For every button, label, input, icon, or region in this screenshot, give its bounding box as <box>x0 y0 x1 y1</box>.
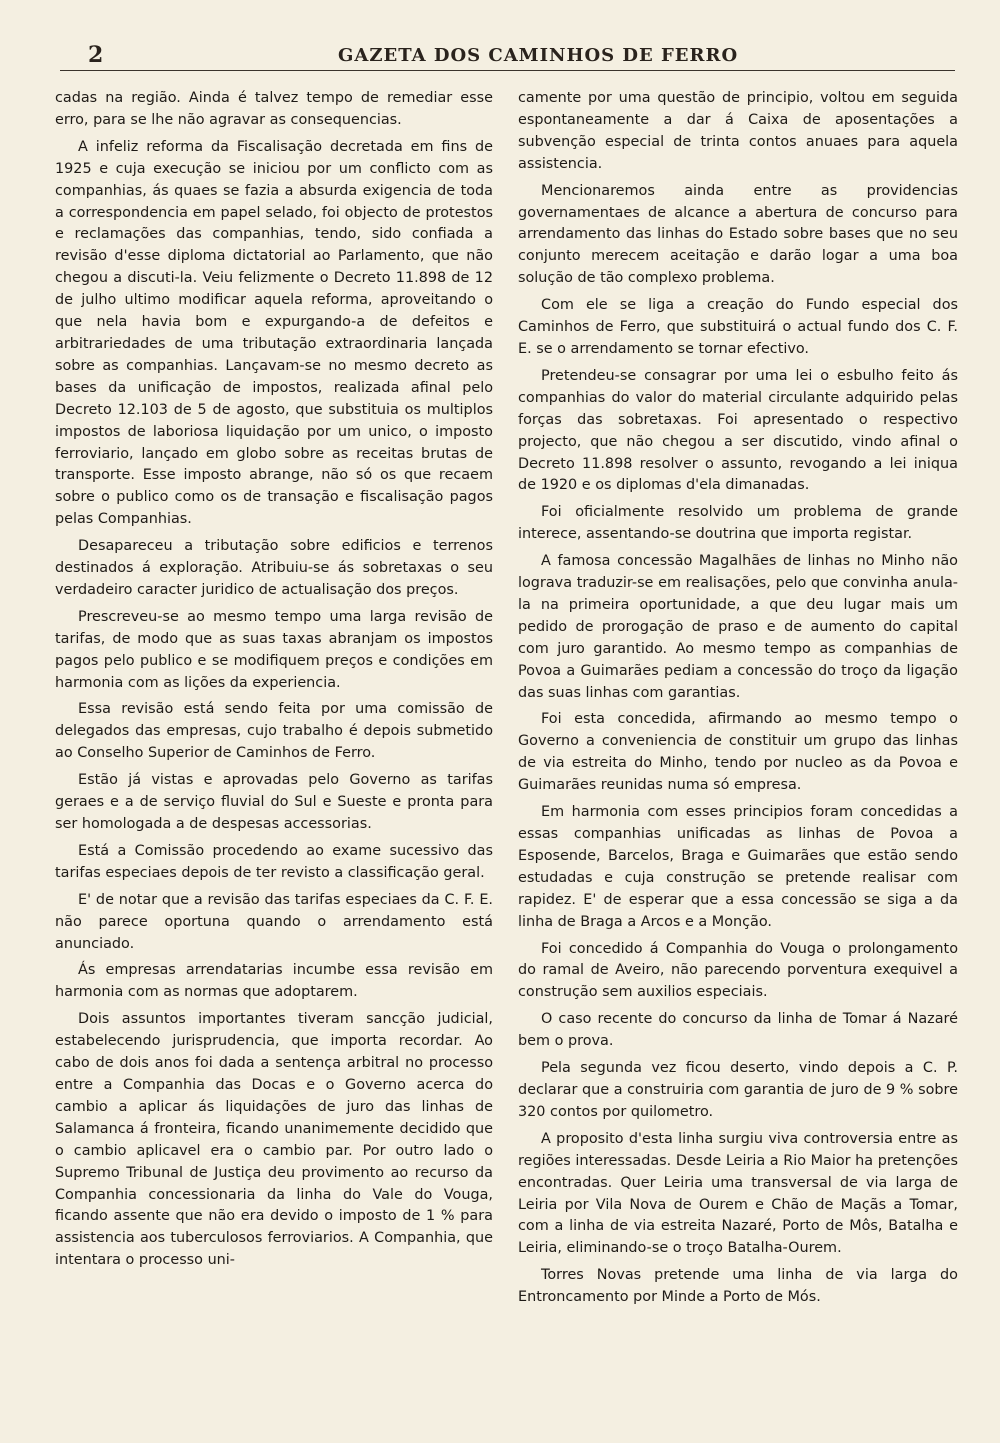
paragraph: A famosa concessão Magalhães de linhas no Minho não lograva traduzir-se em realisações, pelo que convinha anula-la na primeira oportunidade, a que deu lugar mais um pedido de prorogação de praso e de aumento do capital com juro garantido. Ao mesmo tempo as companhias de Povoa a Guimarães pediam a concessão do troço da ligação das suas linhas com garantias. <box>518 553 958 701</box>
paragraph: A infeliz reforma da Fiscalisação decretada em fins de 1925 e cuja execução se iniciou por um conflicto com as companhias, ás quaes se fazia a absurda exigencia de toda a correspondencia em papel selado, foi objecto de protestos e reclamações das companhias, tendo, sido confiada a revisão d'esse diploma dictatorial ao Parlamento, que não chegou a discuti-la. Veiu felizmente o Decreto 11.898 de 12 de julho ultimo modificar aquela reforma, aproveitando o que nela havia bom e expurgando-a de defeitos e arbitrariedades de uma tributação extraordinaria lançada sobre as companhias. Lançavam-se no mesmo decreto as bases da unificação de impostos, realizada afinal pelo Decreto 12.103 de 5 de agosto, que substituia os multiplos impostos de laboriosa liquidação por um unico, o imposto ferroviario, lançado em globo sobre as receitas brutas de transporte. Esse imposto abrange, não só os que recaem sobre o publico como os de transação e fiscalisação pagos pelas Companhias. <box>55 138 493 528</box>
paragraph: Torres Novas pretende uma linha de via larga do Entroncamento por Minde a Porto de Mós. <box>518 1267 958 1306</box>
paragraph: E' de notar que a revisão das tarifas especiaes da C. F. E. não parece oportuna quando o arrendamento está anunciado. <box>55 891 493 952</box>
paragraph: Ás empresas arrendatarias incumbe essa revisão em harmonia com as normas que adoptarem. <box>55 962 493 1001</box>
paragraph: Dois assuntos importantes tiveram sancção judicial, estabelecendo jurisprudencia, que importa recordar. Ao cabo de dois anos foi dada a sentença arbitral no processo entre a Companhia das Docas e o Governo acerca do cambio a aplicar ás liquidações de juro das linhas de Salamanca á fronteira, ficando unanimemente decidido que o cambio aplicavel era o cambio par. Por outro lado o Supremo Tribunal de Justiça deu provimento ao recurso da Companhia concessionaria da linha do Vale do Vouga, ficando assente que não era devido o imposto de 1 % para assistencia aos tuberculosos ferroviarios. A Companhia, que intentara o processo uni- <box>55 1011 493 1269</box>
paragraph: Está a Comissão procedendo ao exame sucessivo das tarifas especiaes depois de ter revisto a classificação geral. <box>55 842 493 881</box>
paragraph: Em harmonia com esses principios foram concedidas a essas companhias unificadas as linhas de Povoa a Esposende, Barcelos, Braga e Guimarães que estão sendo estudadas e cuja construção se pretende realisar com rapidez. E' de esperar que a essa concessão se siga a da linha de Braga a Arcos e a Monção. <box>518 804 958 930</box>
paragraph: Prescreveu-se ao mesmo tempo uma larga revisão de tarifas, de modo que as suas taxas abranjam os impostos pagos pelo publico e se modifiquem preços e condições em harmonia com as lições da experiencia. <box>55 608 493 691</box>
paragraph: Foi oficialmente resolvido um problema de grande interece, assentando-se doutrina que importa registar. <box>518 504 958 543</box>
right-column <box>518 88 958 1314</box>
paragraph: Foi esta concedida, afirmando ao mesmo tempo o Governo a conveniencia de constituir um grupo das linhas de via estreita do Minho, tendo por nucleo as da Povoa e Guimarães reunidas numa só empresa. <box>518 711 958 794</box>
paragraph: Pela segunda vez ficou deserto, vindo depois a C. P. declarar que a construiria com garantia de juro de 9 % sobre 320 contos por quilometro. <box>518 1060 958 1120</box>
paragraph: Essa revisão está sendo feita por uma comissão de delegados das empresas, cujo trabalho é depois submetido ao Conselho Superior de Caminhos de Ferro. <box>55 701 493 762</box>
paragraph: cadas na região. Ainda é talvez tempo de remediar esse erro, para se lhe não agravar as consequencias. <box>55 90 493 128</box>
paragraph: Foi concedido á Companhia do Vouga o prolongamento do ramal de Aveiro, não parecendo porventura exequivel a construção sem auxilios especiais. <box>518 940 958 1001</box>
paragraph: Mencionaremos ainda entre as providencias governamentaes de alcance a abertura de concurso para arrendamento das linhas do Estado sobre bases que no seu conjunto merecem aceitação e darão logar a uma boa solução de tão complexo problema. <box>518 182 958 287</box>
left-column <box>55 88 493 1277</box>
paragraph: O caso recente do concurso da linha de Tomar á Nazaré bem o prova. <box>518 1011 958 1050</box>
page-number: 2 <box>88 42 104 68</box>
paragraph: A proposito d'esta linha surgiu viva controversia entre as regiões interessadas. Desde Leiria a Rio Maior ha pretenções encontradas. Quer Leiria uma transversal de via larga de Leiria por Vila Nova de Ourem e Chão de Maçãs a Tomar, com a linha de via estreita Nazaré, Porto de Môs, Batalha e Leiria, eliminando-se o troço Batalha-Ourem. <box>518 1130 958 1257</box>
page-header <box>60 38 955 71</box>
paragraph: Com ele se liga a creação do Fundo especial dos Caminhos de Ferro, que substituirá o actual fundo dos C. F. E. se o arrendamento se tornar efectivo. <box>518 297 958 357</box>
paragraph: Estão já vistas e aprovadas pelo Governo as tarifas geraes e a de serviço fluvial do Sul e Sueste e pronta para ser homologada a de despesas accessorias. <box>55 772 493 832</box>
paragraph: Desapareceu a tributação sobre edificios e terrenos destinados á exploração. Atribuiu-se ás sobretaxas o seu verdadeiro caracter juridico de actualisação dos preços. <box>55 538 493 598</box>
paragraph: camente por uma questão de principio, voltou em seguida espontaneamente a dar á Caixa de aposentações a subvenção especial de trinta contos anuaes para aquela assistencia. <box>518 90 958 172</box>
running-title: GAZETA DOS CAMINHOS DE FERRO <box>338 45 739 66</box>
paragraph: Pretendeu-se consagrar por uma lei o esbulho feito ás companhias do valor do material circulante adquirido pelas forças das sobretaxas. Foi apresentado o respectivo projecto, que não chegou a ser discutido, vindo afinal o Decreto 11.898 resolver o assunto, revogando a lei iniqua de 1920 e os diplomas d'ela dimanadas. <box>518 367 958 494</box>
